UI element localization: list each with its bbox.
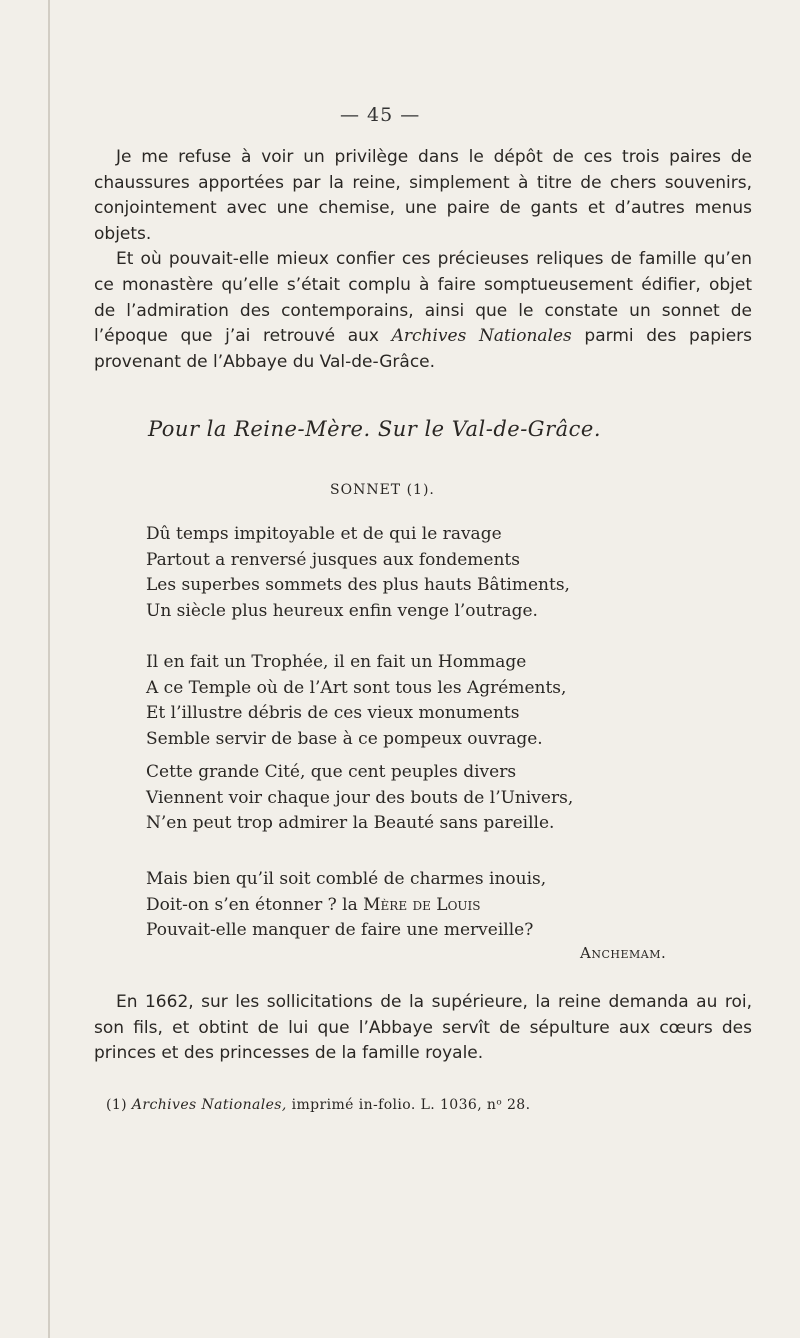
footnote-marker: (1) [106,1097,128,1113]
poem-title: Pour la Reine-Mère. Sur le Val-de-Grâce. [148,417,602,441]
intro-paragraph-1: Je me refuse à voir un privilège dans le dépôt de ces trois paires de chaussures apportées par la reine, simplement à titre de chers souvenirs, conjointement avec une chemise, une paire de gants et d’autres menus objets. [94,147,752,244]
footnote-ref: (1). [406,482,435,498]
page-margin-line [48,0,50,1338]
verse-line: Les superbes sommets des plus hauts Bâtiments, [146,575,570,596]
verse-line: Cette grande Cité, que cent peuples divers [146,762,517,782]
verse-line: Et l’illustre débris de ces vieux monuments [146,703,520,724]
stanza-2 [146,650,566,752]
intro-paragraph-2-end: parmi des papiers provenant de l’Abbaye du Val-de-Grâce. [94,326,753,372]
sonnet-heading-label: SONNET [330,482,402,498]
verse-line: Mais bien qu’il soit comblé de charmes inouis, [146,869,547,889]
intro-paragraph-2-start: Et où pouvait-elle mieux confier ces précieuses reliques de famille qu’en ce monastère qu’elle s’était complu à faire somptueusement édifier, objet de l’admiration des contemporains, ainsi que le constate un sonnet de l’époque que j’ai retrouvé aux [94,249,752,347]
verse-line: Viennent voir chaque jour des bouts de l’Univers, [146,787,574,808]
verse-line: N’en peut trop admirer la Beauté sans pareille. [146,813,555,834]
archives-reference: Archives Nationales [391,326,572,347]
footnote-detail: imprimé in-folio. L. 1036, nᵒ 28. [291,1097,531,1113]
stanza-3 [146,760,573,837]
closing-paragraph: En 1662, sur les sollicitations de la supérieure, la reine demanda au roi, son fils, et obtint de lui que l’Abbaye servît de sépulture aux cœurs des princes et des princesses de la famille royale. [94,992,752,1064]
intro-paragraph-2 [94,247,752,375]
closing-text [94,990,752,1067]
footnote [106,1097,530,1113]
verse-line: Dû temps impitoyable et de qui le ravage [146,524,502,544]
verse-line: Pouvait-elle manquer de faire une merveille? [146,920,534,941]
mere-de-louis: Mère de Louis [363,894,481,915]
verse-line [146,893,546,919]
poem-signature: Anchemam. [580,944,667,962]
footnote-source: Archives Nationales, [131,1097,287,1113]
verse-line: Un siècle plus heureux enfin venge l’outrage. [146,600,538,621]
stanza-1 [146,522,570,624]
stanza-4 [146,867,546,944]
verse-line: Il en fait un Trophée, il en fait un Hommage [146,652,527,672]
verse-line: Partout a renversé jusques aux fondements [146,549,520,570]
intro-text [94,145,752,375]
page-number: — 45 — [340,104,421,126]
verse-line-start: Doit-on s’en étonner ? la [146,894,364,915]
sonnet-heading [330,482,435,498]
verse-line: A ce Temple où de l’Art sont tous les Agréments, [146,677,567,698]
verse-line: Semble servir de base à ce pompeux ouvrage. [146,728,543,749]
